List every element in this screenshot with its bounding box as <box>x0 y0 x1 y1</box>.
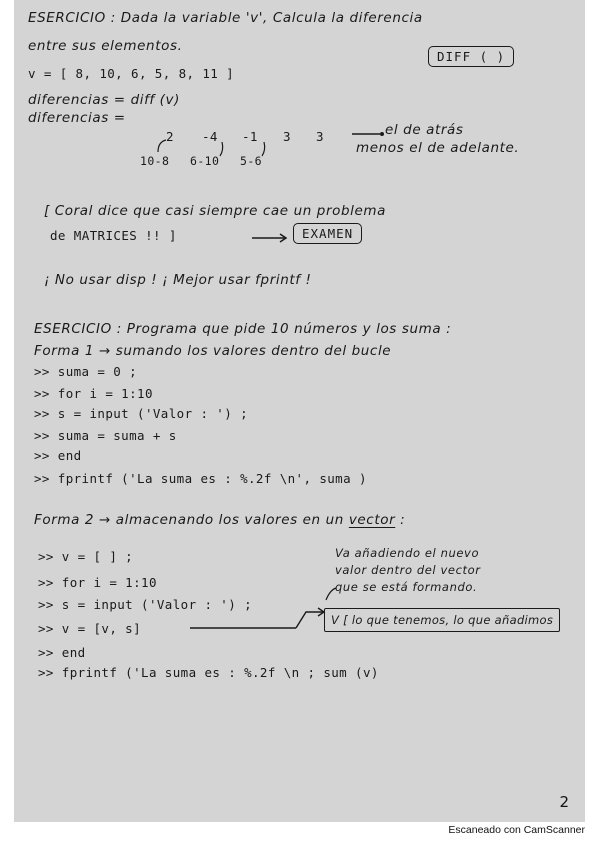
code-line: >> s = input ('Valor : ') ; <box>38 597 252 612</box>
exercise1-statement-cont: entre sus elementos. <box>28 38 183 54</box>
vector-concat-note: V [ lo que tenemos, lo que añadimos <box>324 608 560 632</box>
code-line: >> fprintf ('La suma es : %.2f \n', suma ) <box>34 471 367 486</box>
scanner-footer: Escaneado con CamScanner <box>448 824 585 836</box>
exercise2-statement: ESERCICIO : Programa que pide 10 números y los suma : <box>34 321 452 337</box>
form2-title-vector: vector <box>348 512 396 528</box>
code-line: >> v = [v, s] <box>38 621 142 636</box>
colon: : <box>400 512 406 528</box>
code-line: >> end <box>34 448 82 463</box>
form1-title: Forma 1 → sumando los valores dentro del bucle <box>34 343 392 359</box>
exam-note-cont: de MATRICES !! ] <box>50 228 177 243</box>
fprintf-tip: ¡ No usar disp ! ¡ Mejor usar fprintf ! <box>44 272 312 288</box>
subtraction-label: 6-10 <box>190 154 220 168</box>
vector-definition: v = [ 8, 10, 6, 5, 8, 11 ] <box>28 66 235 81</box>
code-line: >> v = [ ] ; <box>38 549 134 564</box>
diff-note-cont: menos el de adelante. <box>356 140 520 156</box>
diff-result-value: 2 <box>166 129 174 144</box>
code-line: >> suma = suma + s <box>34 428 177 443</box>
diff-result-label: diferencias = <box>28 110 126 126</box>
code-line: >> end <box>38 645 86 660</box>
diff-note: el de atrás <box>385 122 464 138</box>
diff-result-value: 3 <box>316 129 324 144</box>
side-note: Va añadiendo el nuevo <box>335 546 480 560</box>
diff-result-value: -4 <box>202 129 218 144</box>
form2-title-text: Forma 2 → almacenando los valores en un <box>34 512 344 528</box>
exercise1-statement: ESERCICIO : Dada la variable 'v', Calcula la diferencia <box>28 10 423 26</box>
diff-call: diferencias = diff (v) <box>28 92 181 108</box>
subtraction-label: 5-6 <box>240 154 262 168</box>
diff-result-value: 3 <box>283 129 291 144</box>
code-line: >> for i = 1:10 <box>34 386 153 401</box>
code-line: >> fprintf ('La suma es : %.2f \n ; sum (v) <box>38 665 379 680</box>
subtraction-label: 10-8 <box>140 154 170 168</box>
page-number: 2 <box>559 793 569 811</box>
exam-note: [ Coral dice que casi siempre cae un problema <box>44 203 387 219</box>
diff-result-value: -1 <box>242 129 258 144</box>
side-note: que se está formando. <box>335 580 478 594</box>
diff-function-box: DIFF ( ) <box>428 46 514 67</box>
exam-box: EXAMEN <box>293 223 362 244</box>
code-line: >> suma = 0 ; <box>34 364 138 379</box>
code-line: >> s = input ('Valor : ') ; <box>34 406 248 421</box>
side-note: valor dentro del vector <box>335 563 481 577</box>
code-line: >> for i = 1:10 <box>38 575 157 590</box>
